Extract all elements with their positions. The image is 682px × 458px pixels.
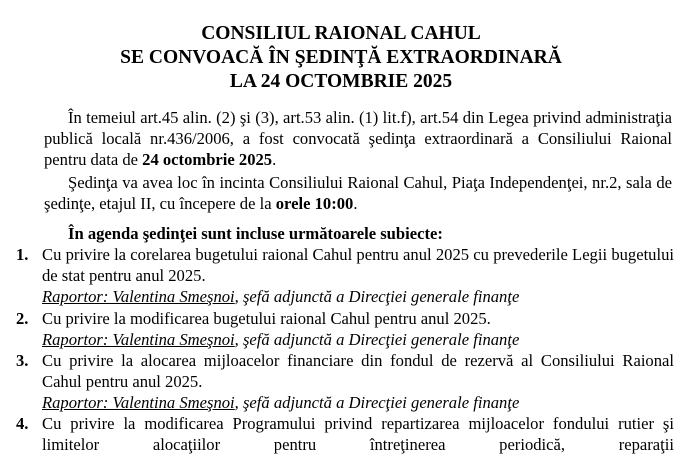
reporter-role: , şefă adjunctă a Direcţiei generale finanţe bbox=[234, 287, 520, 306]
agenda-item-body bbox=[42, 350, 674, 413]
reporter-name: Raportor: Valentina Smeşnoi bbox=[42, 393, 235, 412]
header-council-name: CONSILIUL RAIONAL CAHUL bbox=[201, 23, 481, 44]
agenda-item-number: 2. bbox=[16, 309, 29, 328]
agenda-item-reporter bbox=[42, 286, 674, 307]
agenda-item-reporter bbox=[42, 329, 674, 350]
reporter-name: Raportor: Valentina Smeşnoi bbox=[42, 287, 235, 306]
agenda-heading: În agenda şedinţei sunt incluse următoarele subiecte: bbox=[68, 224, 443, 243]
intro-legal-text: În temeiul art.45 alin. (2) şi (3), art.53 alin. (1) lit.f), art.54 din Legea privind administraţia publică locală nr.436/2006, a fost convocată şedinţa extraordinară a Consiliului Raional pentru data de bbox=[44, 108, 672, 169]
agenda-item-text: Cu privire la corelarea bugetului raional Cahul pentru anul 2025 cu prevederile Legii bugetului de stat pentru anul 2025. bbox=[42, 245, 674, 285]
reporter-name: Raportor: Valentina Smeşnoi bbox=[42, 330, 235, 349]
header-convocation: SE CONVOACĂ ÎN ŞEDINŢĂ EXTRAORDINARĂ bbox=[120, 47, 562, 68]
agenda-item-number: 4. bbox=[16, 414, 29, 433]
intro-period: . bbox=[272, 150, 277, 169]
agenda-item-text: Cu privire la modificarea Programului privind repartizarea mijloacelor fondului rutier şi limitelor alocaţiilor pentru întreţinerea periodică, reparaţii bbox=[42, 414, 674, 454]
agenda-item-number: 1. bbox=[16, 245, 29, 264]
intro-session-time: orele 10:00 bbox=[275, 194, 354, 213]
agenda-item-body bbox=[42, 308, 674, 350]
reporter-role: , şefă adjunctă a Direcţiei generale finanţe bbox=[234, 393, 520, 412]
reporter-role: , şefă adjunctă a Direcţiei generale finanţe bbox=[234, 330, 520, 349]
agenda-item-number: 3. bbox=[16, 351, 29, 370]
intro-location-text: Şedinţa va avea loc în incinta Consiliului Raional Cahul, Piaţa Independenţei, nr.2, sala de şedinţe, etajul II, cu începere de la bbox=[44, 173, 672, 213]
agenda-item-body bbox=[42, 413, 674, 455]
header-date: LA 24 OCTOMBRIE 2025 bbox=[229, 71, 453, 92]
agenda-item-text: Cu privire la modificarea bugetului raional Cahul pentru anul 2025. bbox=[42, 309, 491, 328]
intro-paragraph-legal-basis bbox=[44, 107, 672, 170]
intro-paragraph-location bbox=[44, 172, 672, 214]
intro-session-date: 24 octombrie 2025 bbox=[142, 150, 273, 169]
agenda-item-text: Cu privire la alocarea mijloacelor financiare din fondul de rezervă al Consiliului Raional Cahul pentru anul 2025. bbox=[42, 351, 674, 391]
intro-period: . bbox=[353, 194, 358, 213]
agenda-item-reporter bbox=[42, 392, 674, 413]
agenda-item-body bbox=[42, 244, 674, 307]
